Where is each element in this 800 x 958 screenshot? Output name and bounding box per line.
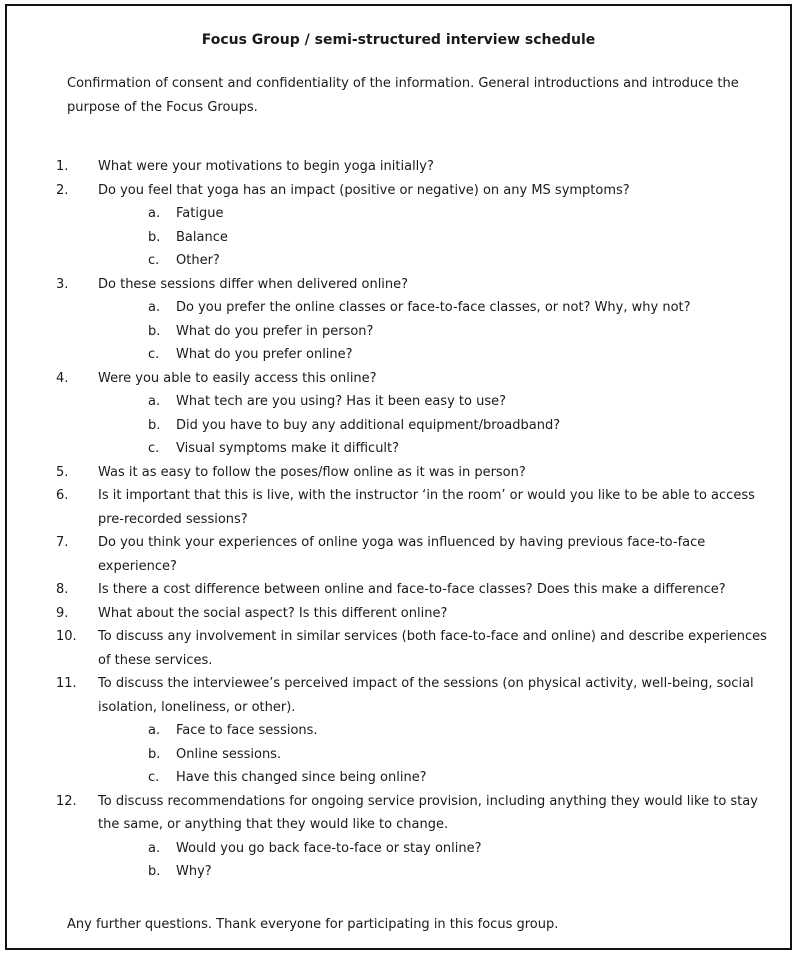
sub-question-text: Do you prefer the online classes or face-to-face classes, or not? Why, why not? — [176, 300, 691, 315]
sub-question-text: Why? — [176, 864, 212, 879]
question-number: 3. — [56, 276, 69, 292]
sub-question-item — [98, 860, 768, 884]
question-item — [7, 531, 790, 578]
question-number: 5. — [56, 464, 69, 480]
question-item — [7, 367, 790, 461]
question-text: Do you think your experiences of online yoga was influenced by having previous face-to-face experience? — [98, 535, 706, 574]
sub-question-letter: a. — [148, 394, 161, 409]
document-frame — [5, 4, 792, 950]
question-text: Do these sessions differ when delivered online? — [98, 276, 409, 292]
question-number: 2. — [56, 182, 69, 198]
sub-question-text: Would you go back face-to-face or stay online? — [176, 840, 482, 856]
intro-paragraph — [67, 72, 767, 119]
sub-question-letter: c. — [148, 347, 160, 362]
question-text: Do you feel that yoga has an impact (positive or negative) on any MS symptoms? — [98, 182, 630, 198]
sub-question-item — [98, 296, 768, 320]
sub-question-letter: b. — [148, 229, 161, 245]
sub-question-item — [98, 743, 768, 767]
sub-question-text: Fatigue — [176, 206, 224, 221]
question-item — [7, 155, 790, 179]
question-number: 11. — [56, 676, 77, 691]
question-text: Is it important that this is live, with the instructor ‘in the room’ or would you like to be able to access pre-recorded sessions? — [98, 488, 755, 527]
sub-question-text: Balance — [176, 229, 228, 245]
question-number: 8. — [56, 582, 69, 597]
sub-question-letter: b. — [148, 746, 161, 762]
question-number: 10. — [56, 629, 77, 644]
sub-question-item — [98, 390, 768, 414]
sub-question-text: Other? — [176, 253, 220, 268]
question-item — [7, 602, 790, 626]
sub-question-item — [98, 437, 768, 461]
sub-question-item — [98, 766, 768, 790]
question-number: 4. — [56, 370, 69, 386]
question-text: To discuss any involvement in similar services (both face-to-face and online) and describe experiences of these services. — [98, 629, 767, 668]
question-text: To discuss the interviewee’s perceived impact of the sessions (on physical activity, well-being, social isolation, loneliness, or other). — [98, 676, 754, 715]
sub-question-text: What do you prefer in person? — [176, 323, 374, 339]
sub-question-letter: a. — [148, 300, 161, 315]
sub-question-text: Online sessions. — [176, 746, 282, 762]
sub-question-list — [98, 719, 768, 790]
question-item — [7, 179, 790, 273]
sub-question-text: Face to face sessions. — [176, 723, 318, 738]
sub-question-list — [98, 837, 768, 884]
question-number: 6. — [56, 488, 69, 503]
sub-question-text: Have this changed since being online? — [176, 770, 427, 785]
question-text: Is there a cost difference between online and face-to-face classes? Does this make a difference? — [98, 582, 726, 597]
question-item — [7, 578, 790, 602]
closing-paragraph — [67, 913, 767, 937]
sub-question-item — [98, 226, 768, 250]
question-item — [7, 484, 790, 531]
sub-question-list — [98, 202, 768, 273]
question-text: What were your motivations to begin yoga initially? — [98, 159, 434, 174]
question-item — [7, 625, 790, 672]
sub-question-item — [98, 202, 768, 226]
sub-question-letter: c. — [148, 253, 160, 268]
closing-text: Any further questions. Thank everyone for participating in this focus group. — [67, 917, 559, 932]
question-item — [7, 790, 790, 884]
sub-question-letter: a. — [148, 723, 161, 738]
sub-question-item — [98, 414, 768, 438]
sub-question-letter: a. — [148, 840, 161, 856]
sub-question-item — [98, 719, 768, 743]
question-item — [7, 461, 790, 485]
sub-question-letter: a. — [148, 206, 161, 221]
sub-question-list — [98, 390, 768, 461]
question-item — [7, 672, 790, 790]
question-text: Was it as easy to follow the poses/flow online as it was in person? — [98, 464, 526, 480]
sub-question-item — [98, 837, 768, 861]
sub-question-item — [98, 249, 768, 273]
question-text: Were you able to easily access this online? — [98, 370, 377, 386]
sub-question-letter: b. — [148, 864, 161, 879]
sub-question-text: What do you prefer online? — [176, 347, 353, 362]
question-item — [7, 273, 790, 367]
sub-question-letter: c. — [148, 441, 160, 456]
question-list — [7, 155, 790, 884]
sub-question-letter: b. — [148, 417, 161, 433]
sub-question-item — [98, 343, 768, 367]
sub-question-text: Did you have to buy any additional equipment/broadband? — [176, 417, 561, 433]
question-number: 9. — [56, 605, 69, 621]
sub-question-item — [98, 320, 768, 344]
question-number: 1. — [56, 159, 69, 174]
sub-question-list — [98, 296, 768, 367]
question-text: What about the social aspect? Is this different online? — [98, 605, 448, 621]
sub-question-text: Visual symptoms make it difficult? — [176, 441, 400, 456]
document-title: Focus Group / semi-structured interview schedule — [201, 32, 596, 48]
sub-question-letter: c. — [148, 770, 160, 785]
question-number: 7. — [56, 535, 69, 550]
question-number: 12. — [56, 793, 77, 809]
intro-text: Confirmation of consent and confidentiality of the information. General introductions and introduce the purpose of the Focus Groups. — [67, 76, 739, 115]
sub-question-text: What tech are you using? Has it been easy to use? — [176, 394, 506, 409]
sub-question-letter: b. — [148, 323, 161, 339]
question-text: To discuss recommendations for ongoing service provision, including anything they would like to stay the same, or anything that they would like to change. — [98, 793, 758, 832]
